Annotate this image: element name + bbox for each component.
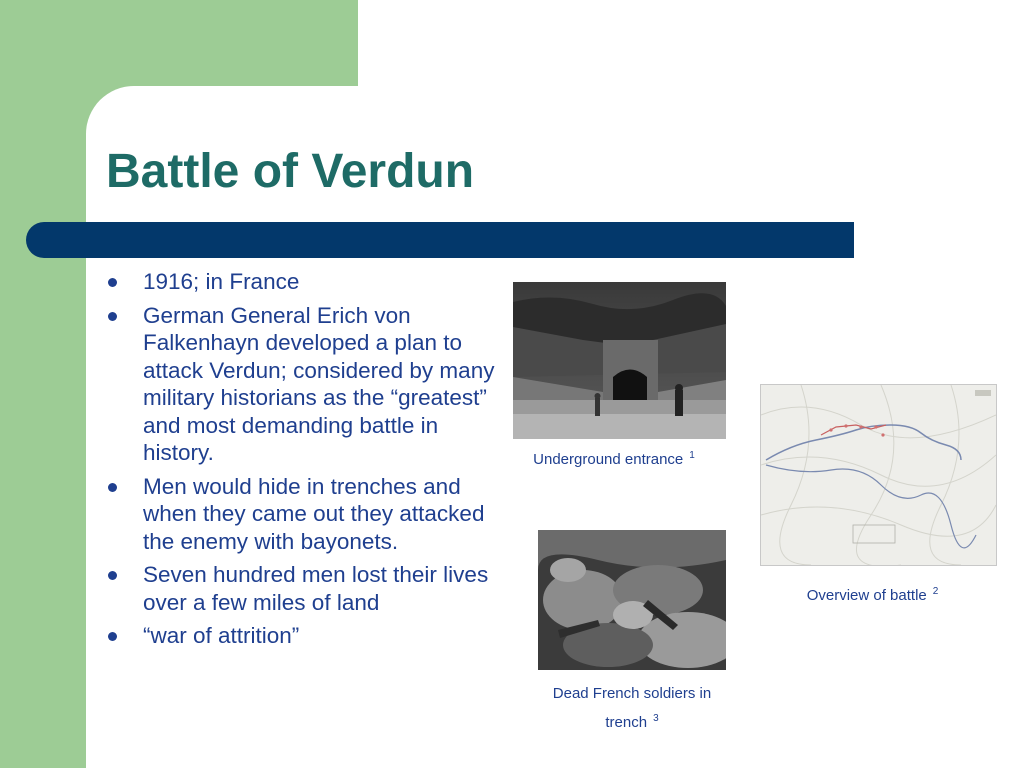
bullet-dot-icon <box>108 278 117 287</box>
bullet-text: Seven hundred men lost their lives over a few miles of land <box>143 562 489 615</box>
bullet-item <box>104 268 514 296</box>
bullet-text: Men would hide in trenches and when they came out they attacked the enemy with bayonets. <box>143 473 485 554</box>
bullet-item <box>104 473 514 556</box>
map-caption <box>770 585 975 607</box>
trench-soldiers-photo <box>538 530 726 670</box>
bullet-dot-icon <box>108 571 117 580</box>
title-underline-bar <box>26 222 854 258</box>
bullet-text: German General Erich von Falkenhayn developed a plan to attack Verdun; considered by many military historians as the “greatest” and most demanding battle in history. <box>143 302 495 465</box>
trench-photo-caption <box>520 679 744 737</box>
bullet-dot-icon <box>108 312 117 321</box>
photo-caption <box>500 449 728 471</box>
footnote-marker: 3 <box>653 713 659 724</box>
caption-text: Overview of battle <box>806 587 927 604</box>
bullet-list <box>104 268 514 656</box>
bullet-dot-icon <box>108 483 117 492</box>
bullet-item <box>104 561 514 616</box>
bullet-item <box>104 622 514 650</box>
underground-entrance-photo <box>513 282 726 439</box>
bullet-item <box>104 302 514 467</box>
slide-title: Battle of Verdun <box>106 145 475 198</box>
battle-map-image <box>760 384 997 566</box>
bullet-text: “war of attrition” <box>143 623 300 648</box>
footnote-marker: 2 <box>932 586 939 597</box>
footnote-marker: 1 <box>689 450 695 461</box>
caption-text: Underground entrance <box>533 451 684 468</box>
caption-text: trench <box>605 714 648 731</box>
bullet-dot-icon <box>108 632 117 641</box>
caption-line: Dead French soldiers in <box>552 685 712 702</box>
caption-line <box>520 708 744 737</box>
bullet-text: 1916; in France <box>143 269 300 294</box>
